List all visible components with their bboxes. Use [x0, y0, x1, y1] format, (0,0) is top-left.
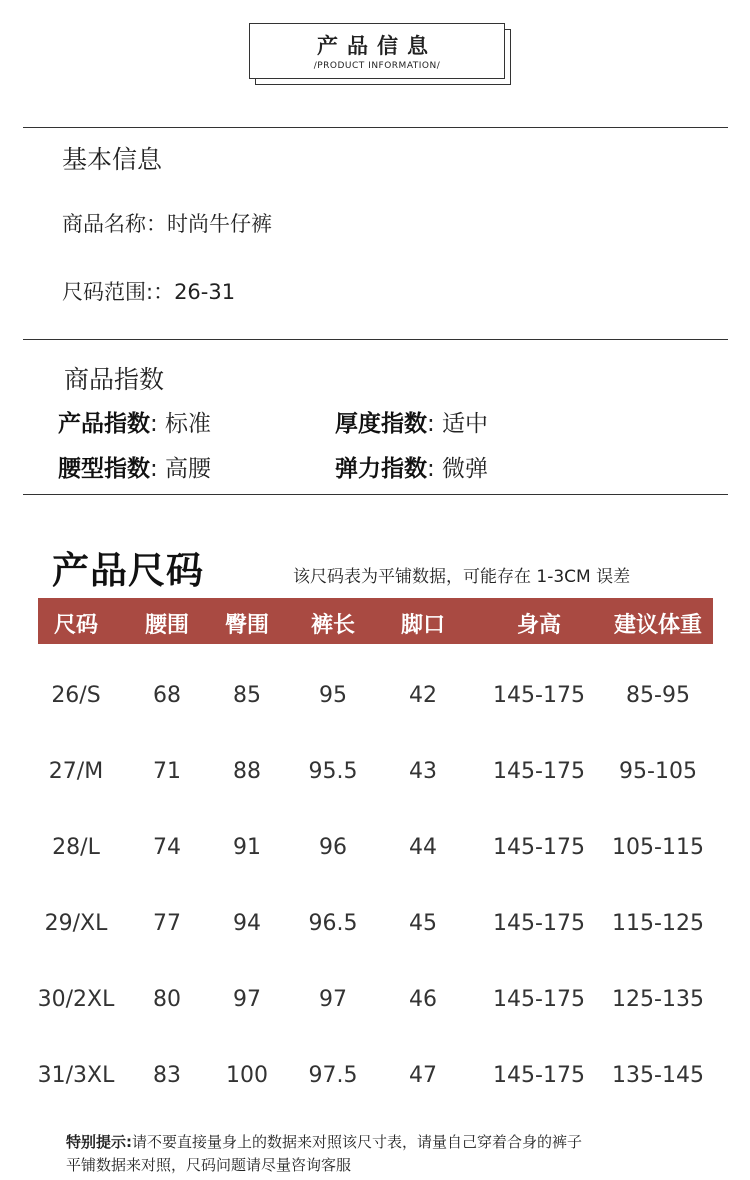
table-cell: 43 — [409, 759, 437, 784]
divider — [23, 494, 728, 495]
column-header: 裤长 — [310, 613, 356, 638]
table-cell: 80 — [153, 987, 181, 1012]
index-item-product — [58, 405, 211, 438]
table-cell: 29/XL — [44, 911, 108, 936]
table-cell: 145-175 — [493, 911, 585, 936]
table-cell: 31/3XL — [37, 1063, 115, 1088]
table-row — [0, 759, 750, 789]
table-cell: 96.5 — [308, 911, 358, 936]
page-title: 产品信息 — [317, 34, 437, 58]
table-cell: 27/M — [48, 759, 104, 784]
table-cell: 97 — [319, 987, 347, 1012]
table-cell: 85-95 — [626, 683, 690, 708]
table-cell: 88 — [233, 759, 261, 784]
table-row — [0, 987, 750, 1017]
index-item-waist — [58, 450, 211, 483]
page-subtitle: /PRODUCT INFORMATION/ — [313, 61, 441, 71]
table-cell: 115-125 — [612, 911, 704, 936]
index-key: 产品指数 — [58, 411, 150, 437]
table-cell: 135-145 — [612, 1063, 704, 1088]
divider — [23, 127, 728, 128]
size-section-title: 产品尺码 — [52, 549, 204, 592]
footer-note — [66, 1131, 706, 1177]
index-value: : 高腰 — [150, 456, 212, 482]
table-cell: 95.5 — [308, 759, 358, 784]
table-cell: 85 — [233, 683, 261, 708]
column-header: 腰围 — [144, 613, 190, 638]
divider — [23, 339, 728, 340]
table-cell: 145-175 — [493, 835, 585, 860]
table-cell: 145-175 — [493, 759, 585, 784]
index-key: 弹力指数 — [335, 456, 427, 482]
table-cell: 95 — [319, 683, 347, 708]
column-header: 建议体重 — [613, 613, 703, 638]
table-cell: 45 — [409, 911, 437, 936]
table-row — [0, 1063, 750, 1093]
indices-title: 商品指数 — [64, 365, 165, 394]
table-row — [0, 835, 750, 865]
table-row — [0, 911, 750, 941]
table-cell: 97.5 — [308, 1063, 358, 1088]
column-header: 尺码 — [53, 613, 99, 638]
table-cell: 125-135 — [612, 987, 704, 1012]
footer-note-line1 — [66, 1131, 706, 1154]
table-cell: 94 — [233, 911, 261, 936]
basic-info-title: 基本信息 — [62, 145, 163, 174]
table-cell: 68 — [153, 683, 181, 708]
index-key: 腰型指数 — [58, 456, 150, 482]
table-cell: 46 — [409, 987, 437, 1012]
table-cell: 42 — [409, 683, 437, 708]
index-value: : 标准 — [150, 411, 212, 437]
table-row — [0, 683, 750, 713]
index-item-thickness — [335, 405, 488, 438]
table-cell: 71 — [153, 759, 181, 784]
table-cell: 47 — [409, 1063, 437, 1088]
size-table-note: 该尺码表为平铺数据，可能存在 1-3CM 误差 — [293, 567, 631, 587]
table-cell: 26/S — [51, 683, 101, 708]
index-item-stretch — [335, 450, 488, 483]
size-table-header — [38, 598, 713, 644]
table-cell: 145-175 — [493, 987, 585, 1012]
column-header: 身高 — [516, 613, 562, 638]
footer-note-line2: 平铺数据来对照，尺码问题请尽量咨询客服 — [66, 1156, 352, 1174]
table-cell: 77 — [153, 911, 181, 936]
index-value: : 微弹 — [427, 456, 489, 482]
column-header: 脚口 — [400, 613, 446, 638]
index-value: : 适中 — [427, 411, 489, 437]
table-cell: 74 — [153, 835, 181, 860]
table-cell: 100 — [226, 1063, 268, 1088]
table-cell: 30/2XL — [37, 987, 115, 1012]
footer-note-label: 特别提示: — [66, 1133, 132, 1151]
table-cell: 96 — [319, 835, 347, 860]
index-key: 厚度指数 — [335, 411, 427, 437]
product-name: 商品名称：时尚牛仔裤 — [62, 212, 272, 236]
table-cell: 145-175 — [493, 1063, 585, 1088]
table-cell: 83 — [153, 1063, 181, 1088]
table-cell: 145-175 — [493, 683, 585, 708]
table-cell: 44 — [409, 835, 437, 860]
size-range: 尺码范围:：26-31 — [62, 280, 236, 304]
table-cell: 105-115 — [612, 835, 704, 860]
table-cell: 91 — [233, 835, 261, 860]
footer-note-text: 请不要直接量身上的数据来对照该尺寸表，请量自己穿着合身的裤子 — [132, 1133, 583, 1151]
table-cell: 97 — [233, 987, 261, 1012]
table-cell: 28/L — [52, 835, 100, 860]
table-cell: 95-105 — [619, 759, 697, 784]
column-header: 臀围 — [224, 613, 270, 638]
